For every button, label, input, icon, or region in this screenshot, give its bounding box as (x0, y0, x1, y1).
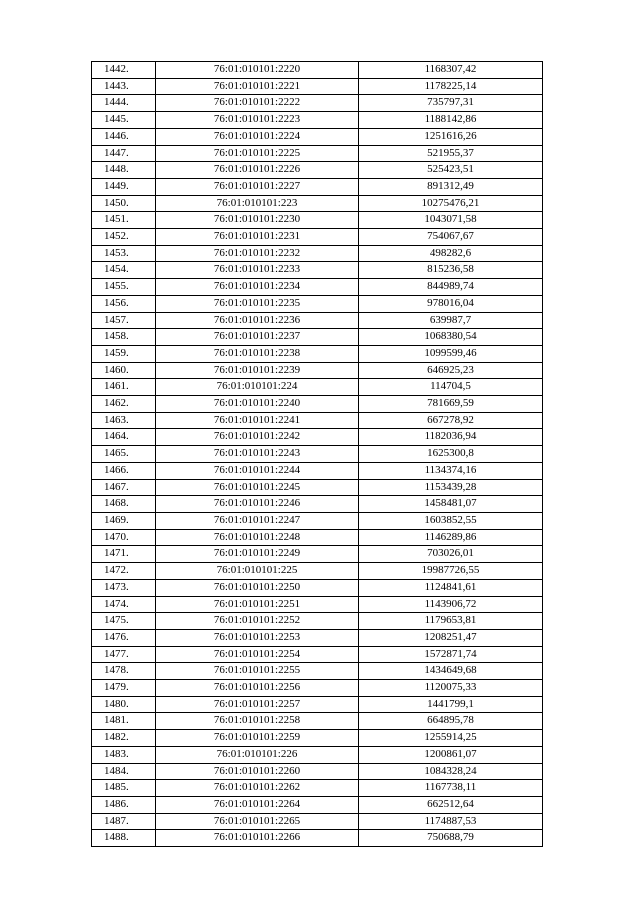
cadastral-value-cell: 1099599,46 (359, 345, 543, 362)
cadastral-value-cell: 639987,7 (359, 312, 543, 329)
table-row (92, 546, 543, 563)
cadastral-value-cell: 10275476,21 (359, 195, 543, 212)
table-row (92, 479, 543, 496)
cadastral-number-cell: 76:01:010101:2264 (156, 796, 359, 813)
table-row (92, 295, 543, 312)
cadastral-value-cell: 1255914,25 (359, 730, 543, 747)
row-number-cell: 1451. (92, 212, 156, 229)
row-number-cell: 1477. (92, 646, 156, 663)
cadastral-value-cell: 525423,51 (359, 162, 543, 179)
row-number-cell: 1469. (92, 512, 156, 529)
row-number-cell: 1485. (92, 780, 156, 797)
cadastral-number-cell: 76:01:010101:2233 (156, 262, 359, 279)
table-row (92, 563, 543, 580)
cadastral-value-cell: 1168307,42 (359, 62, 543, 79)
cadastral-number-cell: 76:01:010101:2258 (156, 713, 359, 730)
cadastral-number-cell: 76:01:010101:2260 (156, 763, 359, 780)
table-row (92, 162, 543, 179)
table-row (92, 512, 543, 529)
cadastral-value-cell: 1188142,86 (359, 112, 543, 129)
cadastral-number-cell: 76:01:010101:2223 (156, 112, 359, 129)
cadastral-value-cell: 1200861,07 (359, 746, 543, 763)
table-row (92, 262, 543, 279)
cadastral-value-cell: 750688,79 (359, 830, 543, 847)
row-number-cell: 1449. (92, 178, 156, 195)
cadastral-number-cell: 76:01:010101:2242 (156, 429, 359, 446)
table-row (92, 663, 543, 680)
cadastral-value-cell: 1146289,86 (359, 529, 543, 546)
table-row (92, 763, 543, 780)
table-row (92, 195, 543, 212)
cadastral-value-cell: 1124841,61 (359, 579, 543, 596)
cadastral-value-cell: 1134374,16 (359, 462, 543, 479)
cadastral-number-cell: 76:01:010101:223 (156, 195, 359, 212)
row-number-cell: 1458. (92, 329, 156, 346)
row-number-cell: 1456. (92, 295, 156, 312)
cadastral-number-cell: 76:01:010101:2226 (156, 162, 359, 179)
row-number-cell: 1459. (92, 345, 156, 362)
table-row (92, 429, 543, 446)
cadastral-number-cell: 76:01:010101:2257 (156, 696, 359, 713)
cadastral-number-cell: 76:01:010101:2225 (156, 145, 359, 162)
cadastral-number-cell: 76:01:010101:2231 (156, 229, 359, 246)
cadastral-number-cell: 76:01:010101:2238 (156, 345, 359, 362)
cadastral-number-cell: 76:01:010101:2262 (156, 780, 359, 797)
cadastral-number-cell: 76:01:010101:2243 (156, 446, 359, 463)
table-row (92, 379, 543, 396)
cadastral-value-cell: 844989,74 (359, 279, 543, 296)
row-number-cell: 1466. (92, 462, 156, 479)
row-number-cell: 1472. (92, 563, 156, 580)
table-row (92, 312, 543, 329)
cadastral-number-cell: 76:01:010101:2230 (156, 212, 359, 229)
table-row (92, 212, 543, 229)
cadastral-number-cell: 76:01:010101:2246 (156, 496, 359, 513)
cadastral-value-cell: 1153439,28 (359, 479, 543, 496)
cadastral-value-cell: 1174887,53 (359, 813, 543, 830)
row-number-cell: 1481. (92, 713, 156, 730)
cadastral-number-cell: 76:01:010101:2250 (156, 579, 359, 596)
table-row (92, 446, 543, 463)
row-number-cell: 1450. (92, 195, 156, 212)
table-row (92, 345, 543, 362)
table-body (92, 62, 543, 847)
cadastral-number-cell: 76:01:010101:2247 (156, 512, 359, 529)
cadastral-number-cell: 76:01:010101:2259 (156, 730, 359, 747)
cadastral-value-cell: 1625300,8 (359, 446, 543, 463)
row-number-cell: 1470. (92, 529, 156, 546)
row-number-cell: 1454. (92, 262, 156, 279)
cadastral-value-cell: 664895,78 (359, 713, 543, 730)
cadastral-number-cell: 76:01:010101:226 (156, 746, 359, 763)
table-row (92, 62, 543, 79)
row-number-cell: 1473. (92, 579, 156, 596)
table-row (92, 496, 543, 513)
cadastral-number-cell: 76:01:010101:2239 (156, 362, 359, 379)
row-number-cell: 1460. (92, 362, 156, 379)
cadastral-number-cell: 76:01:010101:2221 (156, 78, 359, 95)
table-row (92, 329, 543, 346)
cadastral-value-cell: 1182036,94 (359, 429, 543, 446)
table-row (92, 279, 543, 296)
row-number-cell: 1475. (92, 613, 156, 630)
cadastral-number-cell: 76:01:010101:2241 (156, 412, 359, 429)
cadastral-value-cell: 1251616,26 (359, 128, 543, 145)
table-row (92, 362, 543, 379)
row-number-cell: 1482. (92, 730, 156, 747)
row-number-cell: 1455. (92, 279, 156, 296)
cadastral-number-cell: 76:01:010101:2240 (156, 396, 359, 413)
cadastral-value-cell: 1572871,74 (359, 646, 543, 663)
cadastral-value-cell: 781669,59 (359, 396, 543, 413)
table-row (92, 613, 543, 630)
cadastral-value-cell: 1143906,72 (359, 596, 543, 613)
cadastral-number-cell: 76:01:010101:2234 (156, 279, 359, 296)
table-row (92, 128, 543, 145)
row-number-cell: 1487. (92, 813, 156, 830)
table-row (92, 596, 543, 613)
cadastral-number-cell: 76:01:010101:2236 (156, 312, 359, 329)
table-row (92, 813, 543, 830)
cadastral-number-cell: 76:01:010101:2237 (156, 329, 359, 346)
cadastral-value-cell: 667278,92 (359, 412, 543, 429)
cadastral-value-table (91, 61, 543, 847)
row-number-cell: 1474. (92, 596, 156, 613)
table-row (92, 830, 543, 847)
cadastral-value-cell: 1120075,33 (359, 680, 543, 697)
row-number-cell: 1445. (92, 112, 156, 129)
table-row (92, 95, 543, 112)
row-number-cell: 1467. (92, 479, 156, 496)
row-number-cell: 1483. (92, 746, 156, 763)
cadastral-number-cell: 76:01:010101:2244 (156, 462, 359, 479)
table-row (92, 462, 543, 479)
cadastral-number-cell: 76:01:010101:2255 (156, 663, 359, 680)
cadastral-value-cell: 1167738,11 (359, 780, 543, 797)
cadastral-number-cell: 76:01:010101:2248 (156, 529, 359, 546)
cadastral-value-cell: 498282,6 (359, 245, 543, 262)
table-row (92, 412, 543, 429)
cadastral-number-cell: 76:01:010101:2265 (156, 813, 359, 830)
cadastral-value-cell: 1208251,47 (359, 629, 543, 646)
row-number-cell: 1461. (92, 379, 156, 396)
table-row (92, 713, 543, 730)
cadastral-value-cell: 521955,37 (359, 145, 543, 162)
row-number-cell: 1488. (92, 830, 156, 847)
row-number-cell: 1448. (92, 162, 156, 179)
cadastral-number-cell: 76:01:010101:224 (156, 379, 359, 396)
row-number-cell: 1468. (92, 496, 156, 513)
table-row (92, 529, 543, 546)
row-number-cell: 1480. (92, 696, 156, 713)
row-number-cell: 1462. (92, 396, 156, 413)
table-row (92, 245, 543, 262)
cadastral-number-cell: 76:01:010101:2266 (156, 830, 359, 847)
cadastral-value-cell: 735797,31 (359, 95, 543, 112)
cadastral-number-cell: 76:01:010101:2235 (156, 295, 359, 312)
cadastral-value-cell: 815236,58 (359, 262, 543, 279)
cadastral-value-cell: 1434649,68 (359, 663, 543, 680)
cadastral-number-cell: 76:01:010101:2227 (156, 178, 359, 195)
row-number-cell: 1444. (92, 95, 156, 112)
row-number-cell: 1486. (92, 796, 156, 813)
cadastral-number-cell: 76:01:010101:2251 (156, 596, 359, 613)
cadastral-number-cell: 76:01:010101:2249 (156, 546, 359, 563)
row-number-cell: 1476. (92, 629, 156, 646)
table-row (92, 112, 543, 129)
cadastral-number-cell: 76:01:010101:2245 (156, 479, 359, 496)
row-number-cell: 1463. (92, 412, 156, 429)
cadastral-number-cell: 76:01:010101:2254 (156, 646, 359, 663)
row-number-cell: 1452. (92, 229, 156, 246)
cadastral-number-cell: 76:01:010101:2224 (156, 128, 359, 145)
table-row (92, 646, 543, 663)
table-row (92, 229, 543, 246)
row-number-cell: 1453. (92, 245, 156, 262)
cadastral-value-cell: 1441799,1 (359, 696, 543, 713)
cadastral-value-cell: 1068380,54 (359, 329, 543, 346)
table-row (92, 629, 543, 646)
row-number-cell: 1479. (92, 680, 156, 697)
row-number-cell: 1446. (92, 128, 156, 145)
table-row (92, 746, 543, 763)
cadastral-value-cell: 1178225,14 (359, 78, 543, 95)
row-number-cell: 1484. (92, 763, 156, 780)
table-row (92, 78, 543, 95)
cadastral-value-cell: 19987726,55 (359, 563, 543, 580)
cadastral-value-cell: 891312,49 (359, 178, 543, 195)
row-number-cell: 1443. (92, 78, 156, 95)
cadastral-number-cell: 76:01:010101:2256 (156, 680, 359, 697)
cadastral-number-cell: 76:01:010101:2253 (156, 629, 359, 646)
cadastral-number-cell: 76:01:010101:2232 (156, 245, 359, 262)
row-number-cell: 1457. (92, 312, 156, 329)
cadastral-value-cell: 1458481,07 (359, 496, 543, 513)
cadastral-number-cell: 76:01:010101:2222 (156, 95, 359, 112)
table-row (92, 796, 543, 813)
cadastral-value-cell: 754067,67 (359, 229, 543, 246)
cadastral-value-cell: 1043071,58 (359, 212, 543, 229)
table-row (92, 680, 543, 697)
table-row (92, 178, 543, 195)
row-number-cell: 1465. (92, 446, 156, 463)
row-number-cell: 1447. (92, 145, 156, 162)
table-row (92, 396, 543, 413)
cadastral-value-cell: 662512,64 (359, 796, 543, 813)
row-number-cell: 1442. (92, 62, 156, 79)
cadastral-number-cell: 76:01:010101:225 (156, 563, 359, 580)
table-row (92, 696, 543, 713)
row-number-cell: 1464. (92, 429, 156, 446)
row-number-cell: 1478. (92, 663, 156, 680)
cadastral-value-cell: 978016,04 (359, 295, 543, 312)
cadastral-value-cell: 1603852,55 (359, 512, 543, 529)
table-row (92, 579, 543, 596)
table-row (92, 145, 543, 162)
cadastral-value-cell: 114704,5 (359, 379, 543, 396)
table-row (92, 730, 543, 747)
cadastral-value-cell: 646925,23 (359, 362, 543, 379)
cadastral-value-cell: 1084328,24 (359, 763, 543, 780)
cadastral-value-cell: 703026,01 (359, 546, 543, 563)
cadastral-number-cell: 76:01:010101:2220 (156, 62, 359, 79)
table-row (92, 780, 543, 797)
cadastral-value-cell: 1179653,81 (359, 613, 543, 630)
cadastral-number-cell: 76:01:010101:2252 (156, 613, 359, 630)
row-number-cell: 1471. (92, 546, 156, 563)
